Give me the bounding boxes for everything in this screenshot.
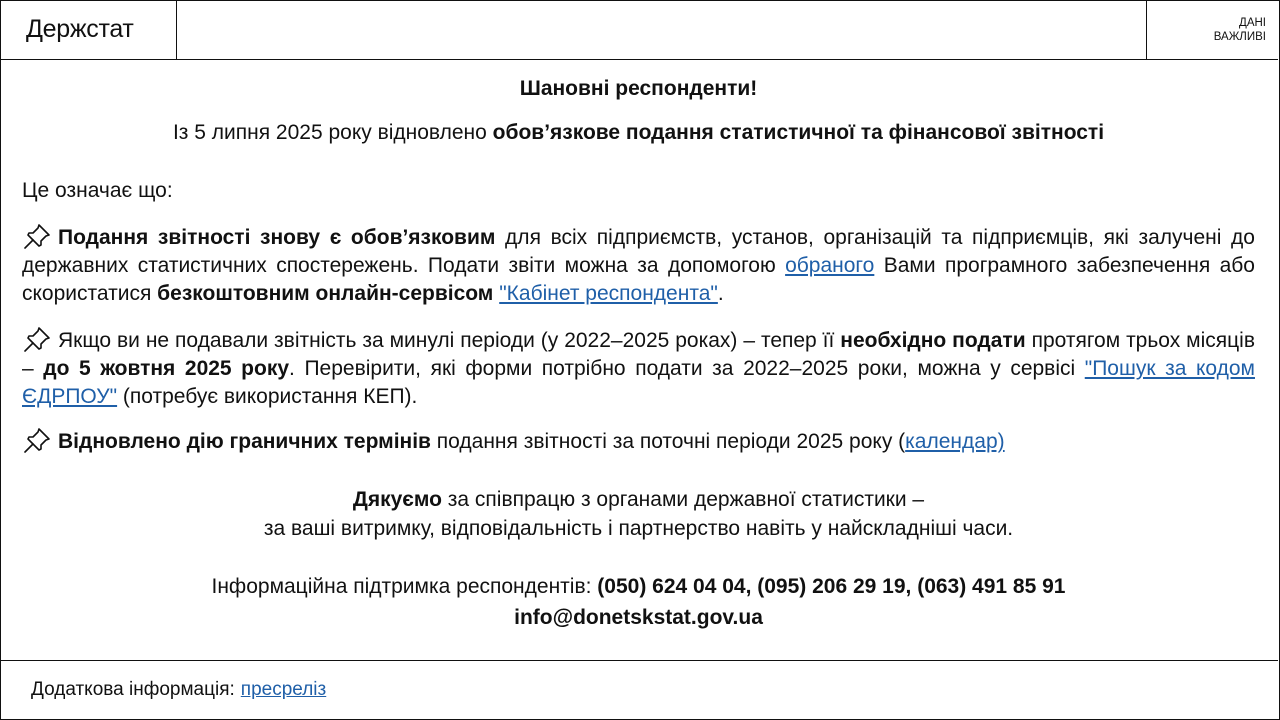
support-email-line: [22, 602, 1255, 633]
thanks-line-1-rest: за співпрацю з органами державної статистики –: [441, 488, 925, 511]
pushpin-icon: [22, 326, 52, 352]
pushpin-icon: [22, 223, 52, 249]
derzhstat-logo[interactable]: Держстат: [0, 0, 177, 59]
page-title: Шановні респонденти!: [519, 77, 758, 100]
p1-text-2: Вами програмного забезпечення або скористатися: [22, 254, 1255, 305]
footer: [0, 660, 1278, 718]
thanks-line-2: за ваші витримку, відповідальність і партнерство навіть у найскладніші часи.: [263, 517, 1014, 540]
support-line: [22, 571, 1255, 602]
paragraph-mandatory: [22, 223, 1255, 308]
subtitle: [22, 121, 1255, 145]
p2-bold-1: необхідно подати: [840, 329, 1026, 352]
p3-bold-1: Відновлено дію граничних термінів: [58, 430, 431, 453]
subtitle-bold: обов’язкове подання статистичної та фінансової звітності: [492, 121, 1105, 144]
p2-bold-2: до 5 жовтня 2025 року: [43, 357, 290, 380]
badge-line-1: ДАНІ: [1239, 16, 1266, 29]
press-release-link[interactable]: пресреліз: [240, 678, 327, 700]
support-phones: (050) 624 04 04, (095) 206 29 19, (063) 491 85 91: [597, 575, 1066, 598]
header: [0, 0, 1278, 60]
thanks-line-1: [22, 485, 1255, 514]
support-block: [22, 571, 1255, 633]
calendar-link[interactable]: календар): [905, 430, 1005, 453]
paragraph-deadlines: [22, 427, 1255, 456]
p1-bold-1: Подання звітності знову є обов’язковим: [58, 226, 496, 249]
thanks-bold: Дякуємо: [352, 488, 442, 511]
pushpin-icon: [22, 427, 52, 453]
p1-bold-2: безкоштовним онлайн-сервісом: [157, 282, 494, 305]
footer-label: Додаткова інформація:: [31, 678, 235, 700]
subtitle-text: Із 5 липня 2025 року відновлено: [172, 121, 493, 144]
main-content: [22, 60, 1255, 660]
p2-text-1: Якщо ви не подавали звітність за минулі періоди (у 2022–2025 роках) – тепер її: [58, 329, 841, 352]
support-label: Інформаційна підтримка респондентів:: [211, 575, 598, 598]
badge-line-2: ВАЖЛИВІ: [1213, 30, 1266, 43]
important-data-badge: [1146, 0, 1278, 59]
support-email[interactable]: info@donetskstat.gov.ua: [514, 606, 763, 629]
respondent-cabinet-link[interactable]: "Кабінет респондента": [499, 282, 718, 305]
edrpou-search-link[interactable]: "Пошук за кодом ЄДРПОУ": [22, 357, 1255, 408]
p1-text-1: для всіх підприємств, установ, організацій та підприємців, які залучені до державних статистичних спостережень. Подати звіти можна за допомогою: [22, 226, 1255, 277]
paragraph-past-periods: [22, 326, 1255, 411]
p2-text-4: (потребує використання КЕП).: [117, 385, 418, 408]
p1-text-4: .: [717, 282, 724, 305]
chosen-software-link[interactable]: обраного: [785, 254, 875, 277]
p2-text-3: . Перевірити, які форми потрібно подати за 2022–2025 роки, можна у сервісі: [289, 357, 1085, 380]
p3-text-1: подання звітності за поточні періоди 2025 року (: [430, 430, 906, 453]
p2-text-2: протягом трьох місяців –: [22, 329, 1255, 380]
thanks-block: [22, 485, 1255, 543]
means-label: Це означає що:: [22, 179, 173, 202]
